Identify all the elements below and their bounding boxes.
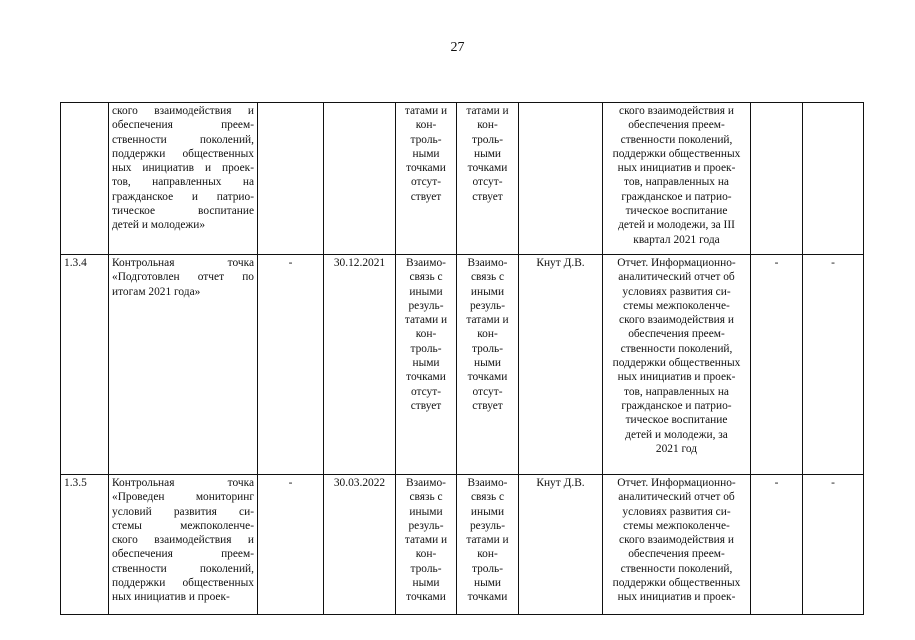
cell-line: отсут- — [410, 385, 442, 398]
cell-line: условиях развития си- — [622, 505, 731, 518]
cell-line: троль- — [471, 133, 504, 146]
cell-line: татами и — [404, 105, 448, 117]
cell-line: резуль- — [469, 519, 506, 532]
cell-line: ных инициатив и проек- — [617, 591, 736, 604]
cell-line: связь с — [409, 271, 443, 284]
cell-relation-2 — [457, 255, 519, 475]
cell-line: ственности поколений, — [620, 562, 733, 575]
cell-line: тическое воспитание — [625, 205, 728, 218]
cell-line: ных инициатив и проек- — [112, 162, 254, 175]
cell-line: ных инициатив и проек- — [617, 371, 736, 384]
cell-line: точками — [406, 371, 446, 384]
cell-line: ных инициатив и проек- — [617, 162, 736, 175]
cell-line: отсут- — [472, 385, 503, 398]
cell-column-3: - — [258, 255, 324, 475]
cell-line: Взаимо- — [406, 257, 446, 269]
cell-line: кон- — [415, 548, 437, 561]
cell-column-9: - — [751, 475, 803, 615]
cell-line: связь с — [470, 271, 505, 284]
cell-line: тическое воспитание — [112, 205, 254, 218]
cell-line: ствует — [410, 399, 442, 412]
cell-line: «Подготовлен отчет по — [112, 271, 254, 284]
cell-result — [603, 475, 751, 615]
cell-column-9: - — [751, 255, 803, 475]
cell-line: детей и молодежи» — [112, 219, 206, 232]
cell-line: кон- — [477, 328, 498, 341]
cell-line: точками — [406, 162, 446, 175]
cell-line: поддержки общественных — [612, 147, 741, 160]
cell-line: ского взаимодействия и — [619, 105, 734, 117]
cell-line: стемы межпоколенче- — [112, 519, 254, 532]
cell-result — [603, 103, 751, 255]
cell-line: кон- — [477, 119, 498, 132]
cell-line: условий развития си- — [112, 505, 254, 518]
cell-column-3: - — [258, 475, 324, 615]
cell-line: Взаимо- — [467, 477, 508, 489]
cell-line: поддержки общественных — [612, 577, 741, 590]
cell-line: точками — [467, 371, 508, 384]
cell-line: ными — [412, 147, 440, 160]
cell-line: иными — [409, 285, 443, 298]
cell-line: татами и — [404, 534, 448, 547]
cell-line: 2021 год — [655, 442, 698, 455]
table-row — [61, 103, 864, 255]
cell-relation — [396, 475, 457, 615]
cell-number: 1.3.5 — [61, 475, 109, 615]
cell-line: тов, направленных на — [624, 176, 729, 189]
cell-line: условиях развития си- — [622, 285, 731, 298]
table-row — [61, 475, 864, 615]
cell-line: стемы межпоколенче- — [623, 299, 730, 312]
cell-line: тическое воспитание — [625, 414, 728, 427]
cell-line: ствует — [472, 190, 503, 203]
page-number: 27 — [450, 40, 465, 55]
cell-executor — [519, 103, 603, 255]
cell-line: ского взаимодействия и — [619, 534, 734, 547]
cell-line: троль- — [410, 562, 442, 575]
cell-line: «Проведен мониторинг — [112, 491, 254, 504]
cell-line: Отчет. Информационно- — [617, 257, 736, 269]
cell-line: обеспечения преем- — [628, 119, 725, 132]
cell-description — [109, 103, 258, 255]
cell-number: 1.3.4 — [61, 255, 109, 475]
cell-line: квартал 2021 года — [633, 233, 720, 246]
cell-line: Взаимо- — [406, 477, 446, 489]
cell-line: обеспечения преем- — [628, 328, 725, 341]
cell-line: итогам 2021 года» — [112, 285, 201, 298]
cell-line: троль- — [410, 342, 442, 355]
cell-line: аналитический отчет об — [618, 491, 735, 504]
cell-line: поддержки общественных — [112, 147, 254, 160]
cell-column-10: - — [803, 475, 864, 615]
cell-column-3 — [258, 103, 324, 255]
cell-line: иными — [470, 285, 505, 298]
cell-line: точками — [406, 591, 446, 604]
cell-line: ными — [473, 577, 502, 590]
activity-table — [60, 102, 864, 615]
cell-line: аналитический отчет об — [618, 271, 735, 284]
cell-column-9 — [751, 103, 803, 255]
cell-line: резуль- — [408, 299, 444, 312]
cell-line: тов, направленных на — [112, 176, 254, 189]
cell-line: стемы межпоколенче- — [623, 519, 730, 532]
cell-line: связь с — [409, 491, 443, 504]
cell-line: ных инициатив и проек- — [112, 591, 230, 604]
cell-line: троль- — [471, 342, 504, 355]
cell-column-10: - — [803, 255, 864, 475]
cell-line: Взаимо- — [467, 257, 508, 269]
cell-line: иными — [409, 505, 443, 518]
cell-line: Контрольная точка — [112, 477, 254, 489]
cell-line: гражданское и патрио- — [621, 190, 732, 203]
cell-relation — [396, 255, 457, 475]
cell-line: тов, направленных на — [624, 385, 729, 398]
cell-line: детей и молодежи, за III — [618, 219, 735, 232]
cell-relation-2 — [457, 475, 519, 615]
cell-relation-2 — [457, 103, 519, 255]
cell-line: резуль- — [408, 519, 444, 532]
cell-executor: Кнут Д.В. — [519, 255, 603, 475]
cell-line: ского взаимодействия и — [112, 105, 254, 117]
cell-line: Контрольная точка — [112, 257, 254, 269]
cell-line: гражданское и патрио- — [621, 399, 732, 412]
cell-line: связь с — [470, 491, 505, 504]
cell-line: ствует — [472, 399, 503, 412]
cell-line: троль- — [410, 133, 442, 146]
cell-date: 30.03.2022 — [324, 475, 396, 615]
cell-line: поддержки общественных — [112, 577, 254, 590]
cell-line: ствует — [410, 190, 442, 203]
cell-line: ными — [473, 357, 502, 370]
cell-line: обеспечения преем- — [628, 548, 725, 561]
cell-line: троль- — [471, 562, 504, 575]
cell-line: ными — [473, 147, 502, 160]
cell-executor: Кнут Д.В. — [519, 475, 603, 615]
cell-line: поддержки общественных — [612, 357, 741, 370]
cell-relation — [396, 103, 457, 255]
cell-line: татами и — [466, 105, 509, 117]
cell-line: ственности поколений, — [620, 342, 733, 355]
cell-line: обеспечения преем- — [112, 119, 254, 132]
cell-line: ственности поколений, — [620, 133, 733, 146]
cell-line: отсут- — [472, 176, 503, 189]
cell-line: ственности поколений, — [112, 133, 254, 146]
cell-line: ского взаимодействия и — [619, 314, 734, 327]
cell-line: детей и молодежи, за — [625, 428, 728, 441]
cell-date: 30.12.2021 — [324, 255, 396, 475]
cell-column-10 — [803, 103, 864, 255]
cell-description — [109, 475, 258, 615]
cell-line: ственности поколений, — [112, 562, 254, 575]
cell-line: отсут- — [410, 176, 442, 189]
cell-result — [603, 255, 751, 475]
cell-line: татами и — [466, 314, 509, 327]
table-row — [61, 255, 864, 475]
cell-line: иными — [470, 505, 505, 518]
cell-line: татами и — [466, 534, 509, 547]
table-body — [61, 103, 864, 615]
cell-line: кон- — [415, 328, 437, 341]
cell-line: ными — [412, 577, 440, 590]
cell-line: ными — [412, 357, 440, 370]
cell-line: точками — [467, 591, 508, 604]
cell-number — [61, 103, 109, 255]
cell-line: кон- — [477, 548, 498, 561]
cell-line: татами и — [404, 314, 448, 327]
cell-line: Отчет. Информационно- — [617, 477, 736, 489]
cell-line: ского взаимодействия и — [112, 534, 254, 547]
cell-line: гражданское и патрио- — [112, 190, 254, 203]
cell-date — [324, 103, 396, 255]
cell-description — [109, 255, 258, 475]
cell-line: точками — [467, 162, 508, 175]
cell-line: обеспечения преем- — [112, 548, 254, 561]
cell-line: кон- — [415, 119, 437, 132]
cell-line: резуль- — [469, 299, 506, 312]
